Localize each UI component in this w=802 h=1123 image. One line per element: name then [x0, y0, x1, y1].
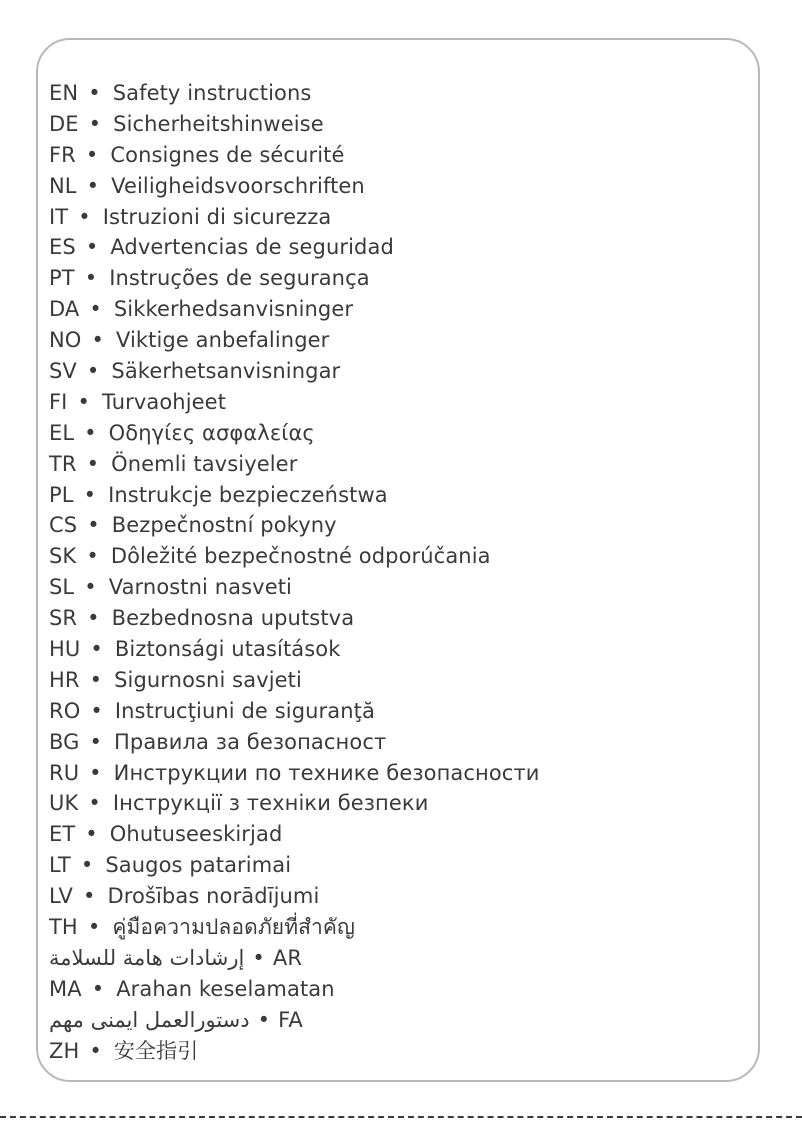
- safety-instructions-label: Biztonsági utasítások: [114, 637, 341, 662]
- language-row-sv: [49, 356, 540, 387]
- language-row-uk: [49, 788, 540, 819]
- language-row-sk: [49, 541, 540, 572]
- bullet-separator: •: [84, 575, 97, 600]
- safety-instructions-label: Sikkerhedsanvisninger: [113, 297, 354, 322]
- bullet-separator: •: [87, 606, 100, 631]
- bullet-separator: •: [85, 142, 99, 167]
- language-code: IT: [49, 204, 69, 229]
- bullet-separator: •: [83, 482, 97, 507]
- bullet-separator: •: [88, 111, 102, 136]
- safety-instructions-label: Consignes de sécurité: [110, 142, 345, 167]
- bullet-separator: •: [86, 359, 100, 384]
- language-row-fr: [49, 140, 540, 171]
- safety-instructions-label: Instrukcje bezpieczeństwa: [108, 482, 388, 507]
- bullet-separator: •: [252, 945, 265, 970]
- language-code: LV: [49, 884, 73, 909]
- language-code: TH: [49, 915, 78, 940]
- bullet-separator: •: [86, 544, 99, 569]
- language-row-sl: [49, 572, 540, 603]
- language-code: NO: [49, 328, 82, 353]
- bullet-separator: •: [91, 328, 104, 353]
- language-code: LT: [49, 853, 71, 878]
- language-row-lt: [49, 850, 540, 881]
- language-code: HU: [49, 637, 81, 662]
- language-code: UK: [49, 791, 79, 816]
- safety-instructions-label: Bezpečnostní pokyny: [111, 513, 337, 538]
- language-code: SL: [49, 575, 75, 600]
- bullet-separator: •: [91, 976, 105, 1001]
- safety-instructions-label: دستورالعمل ایمنی مهم: [49, 1007, 250, 1032]
- bullet-separator: •: [89, 729, 103, 754]
- language-code: EN: [49, 81, 79, 105]
- language-code: FR: [49, 142, 76, 167]
- safety-instructions-label: Bezbednosna uputstva: [111, 606, 355, 631]
- safety-instructions-label: Ohutuseeskirjad: [109, 822, 283, 847]
- language-code: RU: [49, 760, 80, 785]
- bullet-separator: •: [87, 513, 100, 538]
- bullet-separator: •: [82, 884, 96, 909]
- language-code: ET: [49, 822, 76, 847]
- bullet-separator: •: [85, 822, 98, 847]
- language-code: DE: [49, 111, 79, 136]
- language-code: SR: [49, 606, 78, 631]
- language-row-hu: [49, 634, 540, 665]
- safety-instructions-label: Saugos patarimai: [105, 853, 292, 878]
- language-row-de: [49, 109, 540, 140]
- bullet-separator: •: [88, 791, 101, 816]
- language-row-da: [49, 294, 540, 325]
- safety-instructions-label: Säkerhetsanvisningar: [111, 359, 341, 384]
- bullet-separator: •: [90, 698, 103, 723]
- bullet-separator: •: [87, 915, 101, 940]
- language-code: SV: [49, 359, 77, 384]
- language-code: EL: [49, 420, 75, 445]
- language-row-ar: [49, 943, 540, 974]
- language-code: PT: [49, 266, 75, 291]
- language-row-hr: [49, 665, 540, 696]
- language-row-it: [49, 202, 540, 233]
- language-row-pt: [49, 263, 540, 294]
- language-row-ro: [49, 696, 540, 727]
- bullet-separator: •: [257, 1007, 271, 1032]
- bullet-separator: •: [84, 420, 97, 445]
- language-row-et: [49, 819, 540, 850]
- bullet-separator: •: [86, 451, 100, 476]
- language-row-nl: [49, 171, 540, 202]
- safety-instructions-label: Dôležité bezpečnostné odporúčania: [110, 544, 491, 569]
- language-row-cs: [49, 510, 540, 541]
- bullet-separator: •: [86, 173, 100, 198]
- safety-instructions-label: Drošības norādījumi: [107, 884, 320, 909]
- language-code: ES: [49, 235, 76, 260]
- bullet-separator: •: [88, 81, 101, 105]
- language-row-el: [49, 418, 540, 449]
- language-code: RO: [49, 698, 81, 723]
- language-code: HR: [49, 667, 80, 692]
- language-row-ma: [49, 974, 540, 1005]
- safety-instructions-label: Viktige anbefalinger: [115, 328, 330, 353]
- safety-instructions-label: คู่มือความปลอดภัยที่สำคัญ: [112, 915, 355, 940]
- safety-instructions-label: Istruzioni di sicurezza: [102, 204, 332, 229]
- language-row-ru: [49, 758, 540, 789]
- page-bottom-rule: [0, 1116, 802, 1118]
- language-code: NL: [49, 173, 77, 198]
- language-row-tr: [49, 449, 540, 480]
- language-code: TR: [49, 451, 77, 476]
- bullet-separator: •: [90, 637, 103, 662]
- language-code: PL: [49, 482, 74, 507]
- language-row-no: [49, 325, 540, 356]
- safety-instructions-label: Arahan keselamatan: [116, 976, 335, 1001]
- language-code: ZH: [49, 1038, 80, 1063]
- safety-instructions-label: Turvaohjeet: [101, 389, 227, 414]
- safety-instructions-label: Инструкции по технике безопасности: [113, 760, 540, 785]
- language-code: FI: [49, 389, 68, 414]
- safety-instructions-label: 安全指引: [113, 1038, 199, 1063]
- language-code: DA: [49, 297, 80, 322]
- safety-instructions-label: Sicherheitshinweise: [113, 111, 324, 136]
- language-row-fa: [49, 1005, 540, 1036]
- language-code: FA: [278, 1007, 303, 1032]
- language-row-zh: [49, 1036, 540, 1067]
- language-row-en: [49, 78, 540, 109]
- language-row-pl: [49, 480, 540, 511]
- bullet-separator: •: [89, 1038, 102, 1063]
- bullet-separator: •: [77, 389, 90, 414]
- language-row-th: [49, 912, 540, 943]
- bullet-separator: •: [89, 297, 102, 322]
- language-code: AR: [272, 945, 303, 970]
- language-row-es: [49, 232, 540, 263]
- safety-instructions-label: Safety instructions: [112, 81, 312, 105]
- language-code: CS: [49, 513, 78, 538]
- safety-instructions-label: Οδηγίες ασφαλείας: [108, 420, 315, 445]
- safety-instructions-label: إرشادات هامة للسلامة: [49, 945, 245, 970]
- safety-instructions-label: Sigurnosni savjeti: [114, 667, 302, 692]
- language-row-sr: [49, 603, 540, 634]
- safety-instructions-label: Instruções de segurança: [109, 266, 370, 291]
- language-code: SK: [49, 544, 77, 569]
- bullet-separator: •: [80, 853, 94, 878]
- safety-instructions-label: Önemli tavsiyeler: [111, 451, 298, 476]
- safety-instructions-label: Veiligheidsvoorschriften: [111, 173, 365, 198]
- language-row-lv: [49, 881, 540, 912]
- language-list: [49, 78, 540, 1067]
- safety-instructions-label: Instrucţiuni de siguranţă: [114, 698, 375, 723]
- language-row-bg: [49, 727, 540, 758]
- safety-instructions-label: Інструкції з техніки безпеки: [112, 791, 429, 816]
- language-row-fi: [49, 387, 540, 418]
- language-code: BG: [49, 729, 80, 754]
- bullet-separator: •: [84, 266, 98, 291]
- safety-instructions-label: Правила за безопасност: [114, 729, 387, 754]
- bullet-separator: •: [78, 204, 91, 229]
- bullet-separator: •: [89, 760, 102, 785]
- safety-instructions-label: Advertencias de seguridad: [110, 235, 394, 260]
- bullet-separator: •: [89, 667, 103, 692]
- language-code: MA: [49, 976, 82, 1001]
- safety-instructions-label: Varnostni nasveti: [108, 575, 292, 600]
- bullet-separator: •: [85, 235, 99, 260]
